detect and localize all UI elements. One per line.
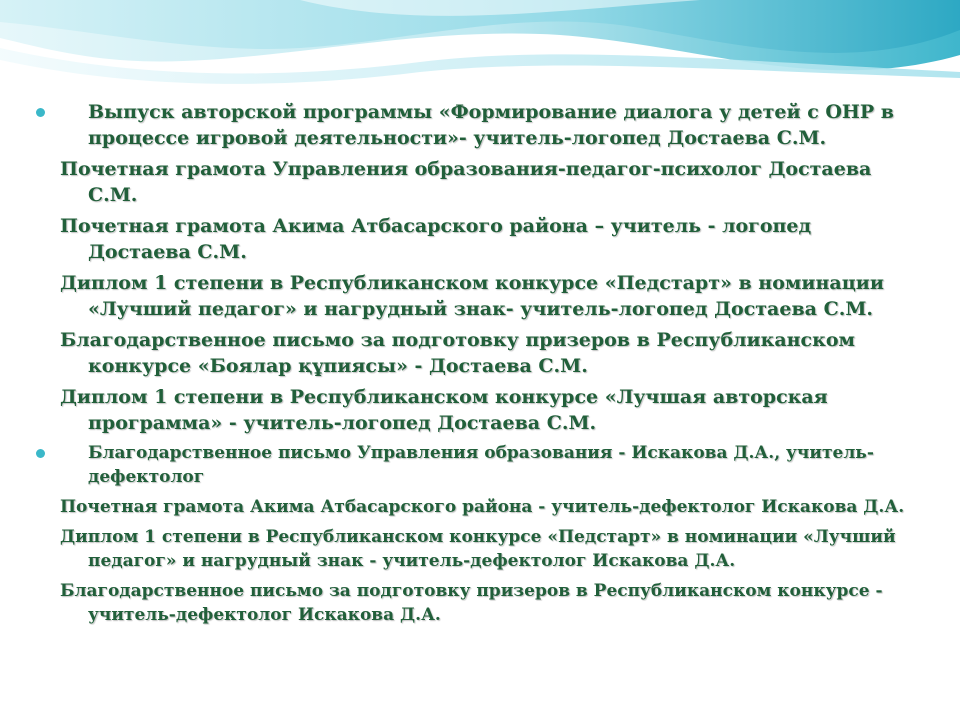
list-item — [60, 495, 910, 519]
list-item — [60, 579, 910, 627]
list-item — [60, 99, 910, 151]
list-item-text: Почетная грамота Акима Атбасарского района - учитель-дефектолог Искакова Д.А. — [60, 497, 905, 517]
achievements-list — [60, 99, 910, 633]
list-item — [60, 441, 910, 489]
list-item-text: Почетная грамота Акима Атбасарского района – учитель - логопед Достаева С.М. — [60, 215, 812, 263]
list-item — [60, 156, 910, 208]
header-wave-decoration — [0, 0, 960, 110]
list-item-text: Выпуск авторской программы «Формирование диалога у детей с ОНР в процессе игровой деятельности»- учитель-логопед Достаева С.М. — [88, 101, 894, 149]
list-item-text: Благодарственное письмо за подготовку призеров в Республиканском конкурсе «Боялар құпиясы» - Достаева С.М. — [60, 329, 856, 377]
list-item — [60, 213, 910, 265]
bullet-icon — [36, 449, 45, 458]
list-item-text: Диплом 1 степени в Республиканском конкурсе «Педстарт» в номинации «Лучший педагог» и нагрудный знак - учитель-дефектолог Искакова Д.А. — [60, 527, 896, 571]
list-item-text: Благодарственное письмо Управления образования - Искакова Д.А., учитель-дефектолог — [88, 443, 874, 487]
list-item-text: Почетная грамота Управления образования-педагог-психолог Достаева С.М. — [60, 158, 872, 206]
list-item — [60, 525, 910, 573]
bullet-icon — [36, 108, 45, 117]
list-item-text: Диплом 1 степени в Республиканском конкурсе «Педстарт» в номинации «Лучший педагог» и нагрудный знак- учитель-логопед Достаева С.М. — [60, 272, 884, 320]
list-item — [60, 327, 910, 379]
list-item — [60, 384, 910, 436]
list-item-text: Благодарственное письмо за подготовку призеров в Республиканском конкурсе - учитель-дефектолог Искакова Д.А. — [60, 581, 883, 625]
list-item — [60, 270, 910, 322]
list-item-text: Диплом 1 степени в Республиканском конкурсе «Лучшая авторская программа» - учитель-логопед Достаева С.М. — [60, 386, 828, 434]
